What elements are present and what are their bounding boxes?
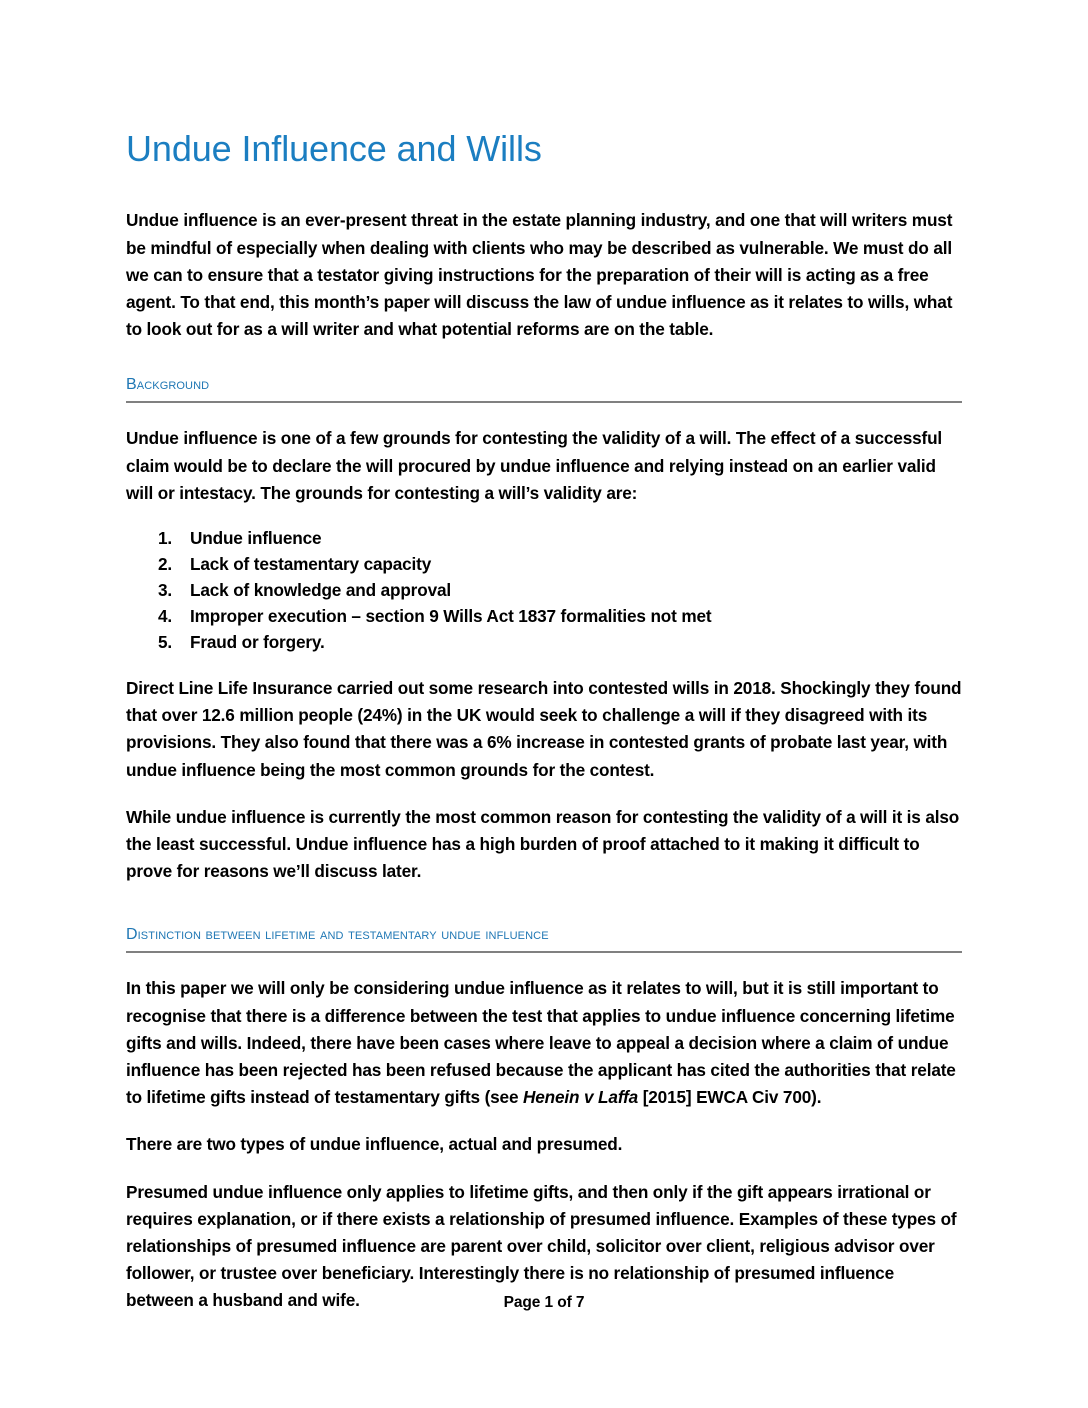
list-item xyxy=(126,603,962,629)
citation-text-before: In this paper we will only be considering undue influence as it relates to will, but it is still important to recognise that there is a difference between the test that applies to undue influence concerning lifetime gifts and wills. Indeed, there have been cases where leave to appeal a decision where a claim of undue influence has been rejected has been refused because the applicant has cited the authorities that relate to lifetime gifts instead of testamentary gifts (see xyxy=(126,978,956,1108)
section-background-heading-block xyxy=(126,375,962,403)
case-citation-name: Henein v Laffa xyxy=(523,1087,639,1108)
list-item-label: Improper execution – section 9 Wills Act 1837 formalities not met xyxy=(190,606,712,627)
list-item-label: Undue influence xyxy=(190,528,322,549)
list-item-number: 2. xyxy=(158,554,173,575)
list-item-label: Lack of testamentary capacity xyxy=(190,554,432,575)
grounds-list xyxy=(126,525,962,655)
distinction-paragraph-1 xyxy=(126,975,962,1111)
list-item-label: Lack of knowledge and approval xyxy=(190,580,452,601)
list-item-label: Fraud or forgery. xyxy=(190,632,325,653)
distinction-paragraph-3: Presumed undue influence only applies to lifetime gifts, and then only if the gift appears irrational or requires explanation, or if there exists a relationship of presumed influence. Examples of these types of relationships of presumed influence are parent over child, solicitor over client, religious advisor over follower, or trustee over beneficiary. Interestingly there is no relationship of presumed influence between a husband and wife. xyxy=(126,1181,957,1311)
distinction-paragraph-2: There are two types of undue influence, actual and presumed. xyxy=(126,1134,623,1155)
background-paragraph-1: Undue influence is one of a few grounds for contesting the validity of a will. The effect of a successful claim would be to declare the will procured by undue influence and relying instead on an earlier valid will or intestacy. The grounds for contesting a will’s validity are: xyxy=(126,428,943,503)
list-item-number: 4. xyxy=(158,606,173,627)
list-item xyxy=(126,551,962,577)
page-content xyxy=(126,128,962,1335)
section-heading-distinction: Distinction between lifetime and testamentary undue influence xyxy=(126,925,962,953)
list-item-number: 1. xyxy=(158,528,173,549)
section-distinction-heading-block xyxy=(126,925,962,953)
list-item xyxy=(126,525,962,551)
list-item-number: 3. xyxy=(158,580,173,601)
page-title: Undue Influence and Wills xyxy=(126,128,542,169)
list-item xyxy=(126,577,962,603)
page-footer: Page 1 of 7 xyxy=(503,1294,585,1311)
list-item-number: 5. xyxy=(158,632,173,653)
background-paragraph-2: Direct Line Life Insurance carried out some research into contested wills in 2018. Shockingly they found that over 12.6 million people (24%) in the UK would seek to challenge a will if they disagreed with its provisions. They also found that there was a 6% increase in contested grants of probate last year, with undue influence being the most common grounds for the contest. xyxy=(126,678,962,780)
background-paragraph-3: While undue influence is currently the most common reason for contesting the validity of a will it is also the least successful. Undue influence has a high burden of proof attached to it making it difficult to prove for reasons we’ll discuss later. xyxy=(126,806,960,882)
citation-text-after: [2015] EWCA Civ 700). xyxy=(638,1087,822,1108)
intro-paragraph: Undue influence is an ever-present threat in the estate planning industry, and one that will writers must be mindful of especially when dealing with clients who may be described as vulnerable. We must do all we can to ensure that a testator giving instructions for the preparation of their will is acting as a free agent. To that end, this month’s paper will discuss the law of undue influence as it relates to wills, what to look out for as a will writer and what potential reforms are on the table. xyxy=(126,210,953,340)
section-heading-background: Background xyxy=(126,375,962,403)
list-item xyxy=(126,629,962,655)
